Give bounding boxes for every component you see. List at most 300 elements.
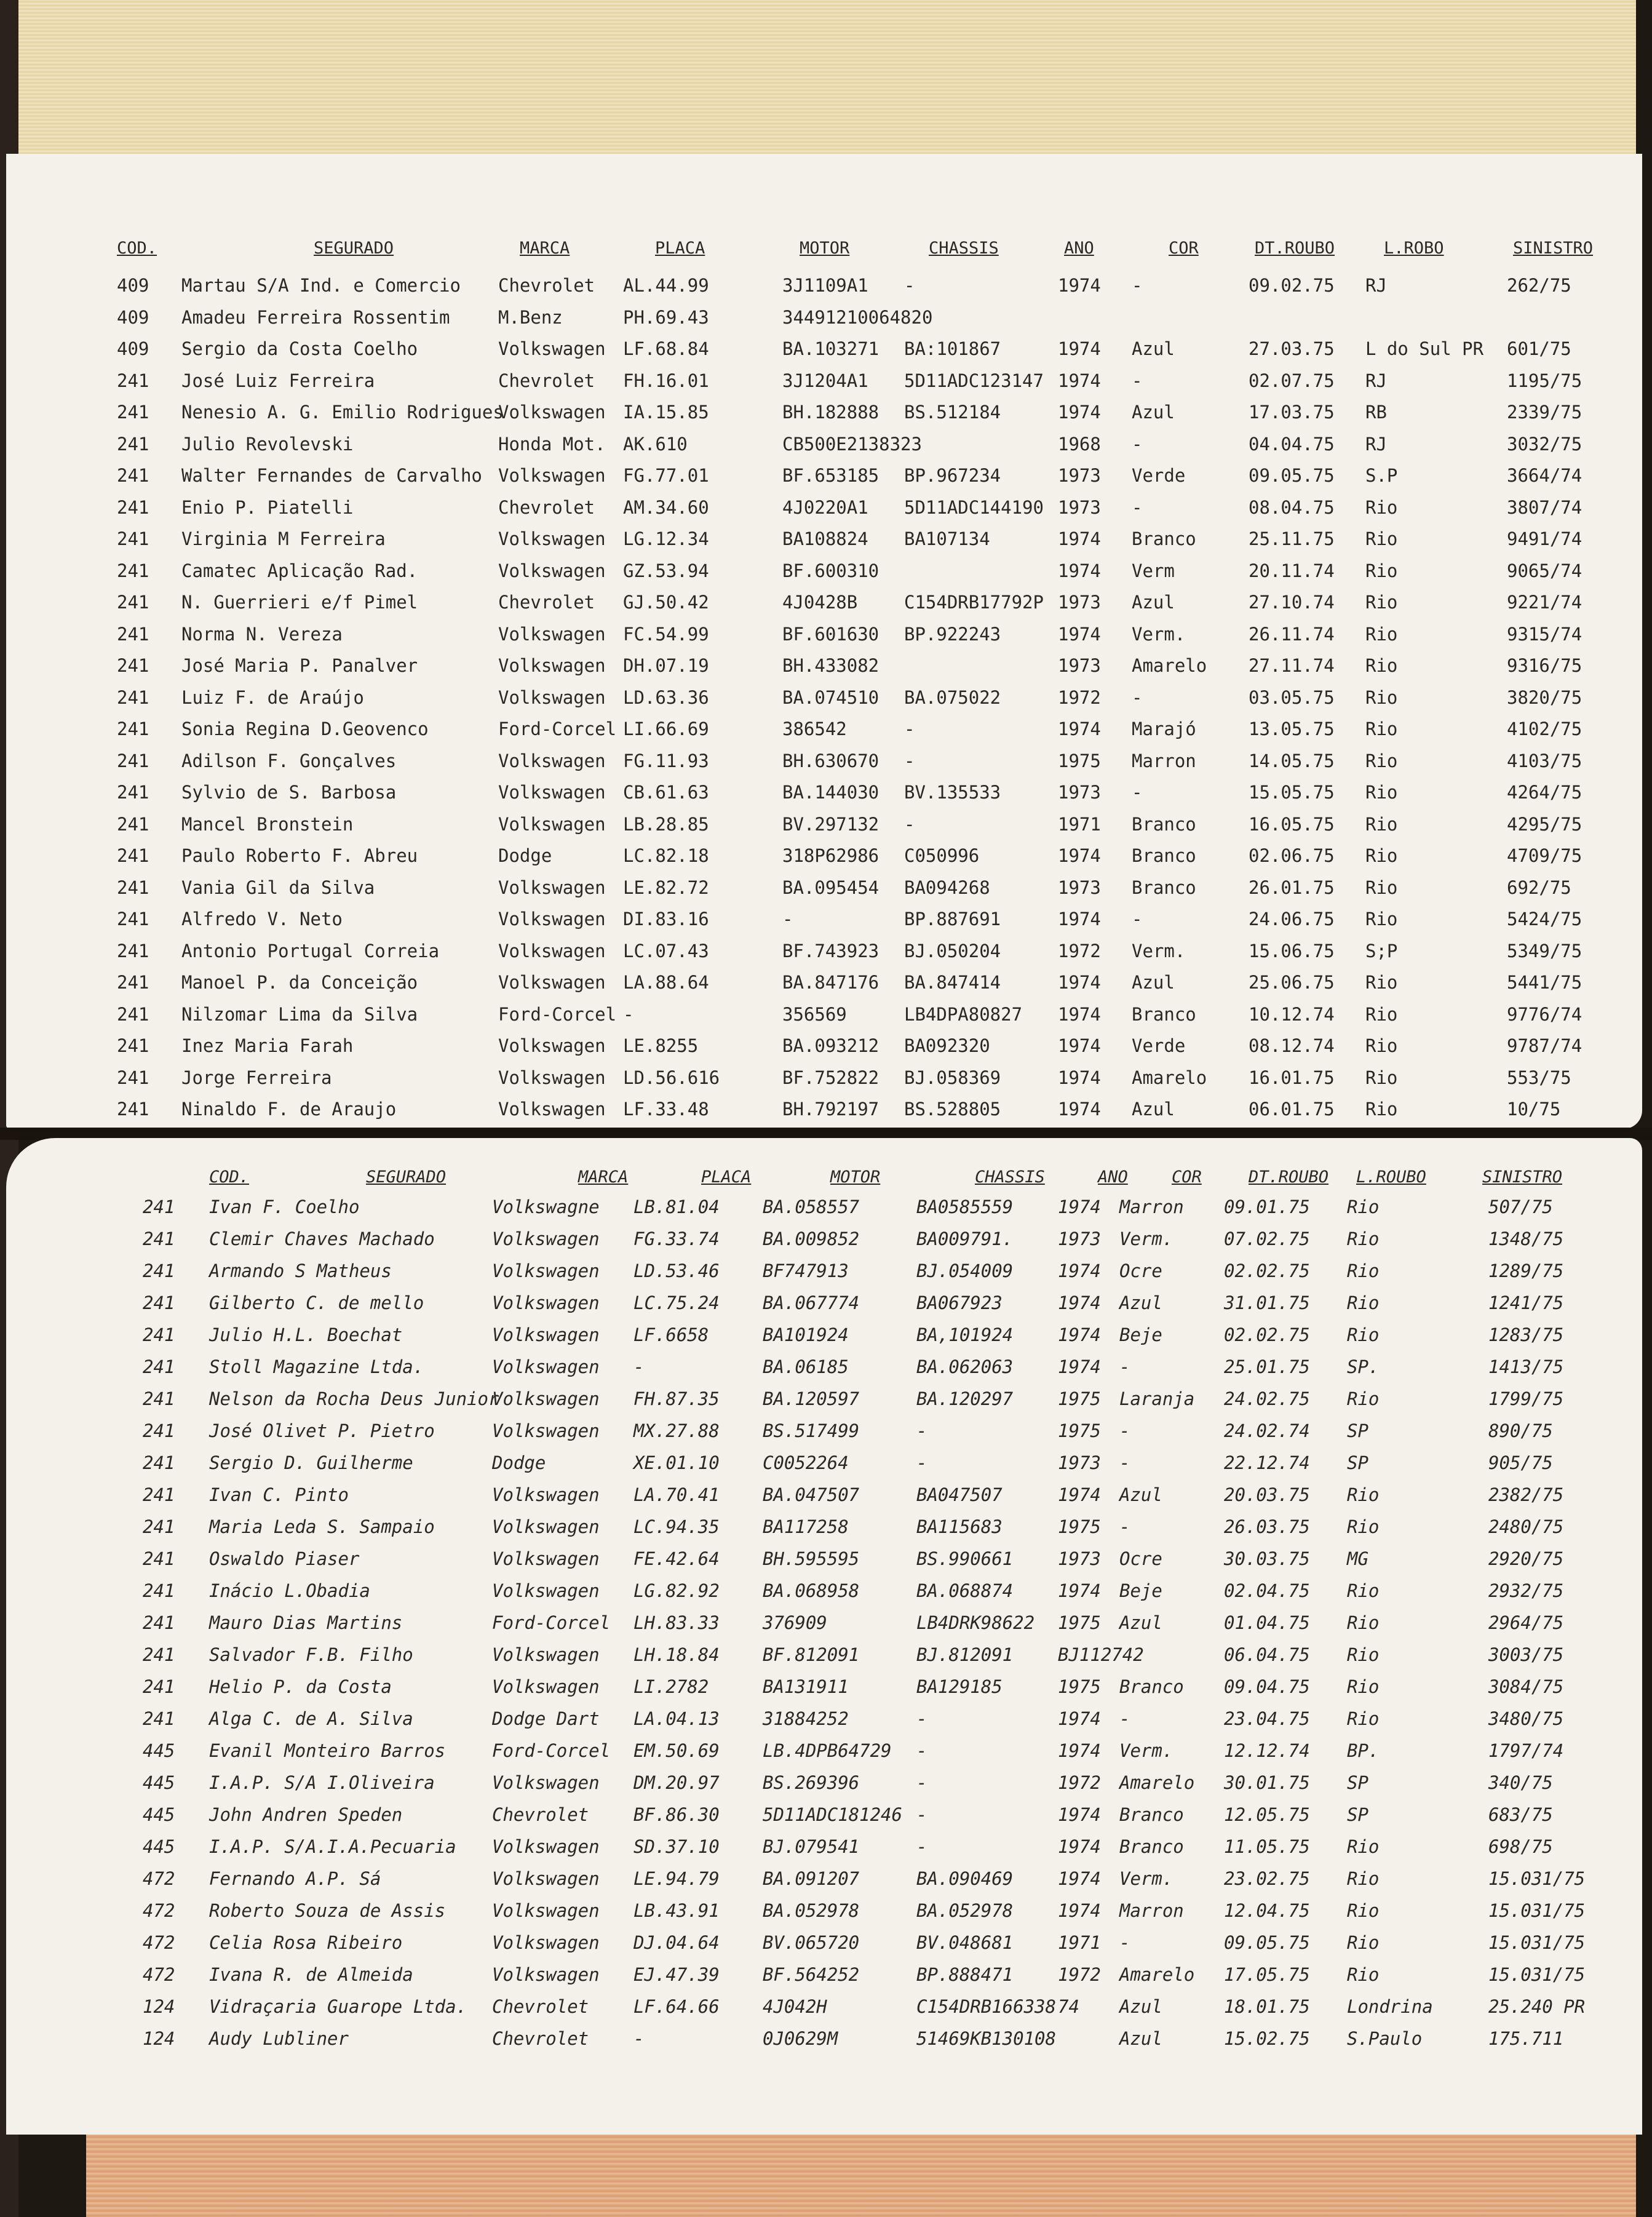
cell-chassis: - [916,1836,927,1857]
cell-motor: 34491210064820 [782,306,933,328]
cell-l-roubo: MG [1347,1548,1368,1569]
cell-motor: 4J0428B [782,592,858,613]
cell-l-roubo: Rio [1365,1067,1398,1088]
cell-dt-roubo: 23.04.75 [1224,1708,1310,1729]
cell-l-roubo: SP [1347,1420,1368,1441]
cell-marca: Volkswagen [498,338,606,359]
cell-cod: 241 [143,1708,175,1729]
cell-chassis: - [916,1804,927,1825]
cell-dt-roubo: 06.01.75 [1249,1099,1335,1120]
cell-cod: 472 [143,1932,175,1953]
cell-chassis: BA.075022 [904,687,1001,708]
cell-marca: Volkswagen [498,623,606,645]
header-placa: PLACA [655,239,705,258]
ledger-page-bottom [6,1138,1642,2135]
cell-motor: BA.091207 [763,1868,860,1889]
cell-ano: 1974 [1058,1580,1101,1601]
cell-dt-roubo: 26.01.75 [1249,877,1335,898]
cell-cod: 241 [143,1292,175,1313]
cell-placa: MX.27.88 [633,1420,720,1441]
cell-cod: 241 [117,909,149,929]
cell-segurado: Oswaldo Piaser [209,1548,360,1569]
cell-ano: 1975 [1058,750,1101,771]
cell-cod: 409 [117,306,149,328]
cell-placa: DI.83.16 [623,909,709,929]
cell-dt-roubo: 08.12.74 [1249,1035,1335,1056]
table-row [6,619,1642,651]
cell-placa: LA.88.64 [623,972,709,993]
cell-segurado: José Luiz Ferreira [181,370,375,391]
cell-segurado: Salvador F.B. Filho [209,1644,413,1665]
cell-ano: 1974 [1058,275,1101,296]
cell-dt-roubo: 20.11.74 [1249,560,1335,581]
cell-ano: 1974 [1058,402,1101,423]
cell-motor: BS.269396 [763,1772,860,1793]
cell-cod: 241 [143,1196,175,1217]
table-row [6,1256,1642,1288]
table-row [6,2024,1642,2056]
cell-ano: 1974 [1058,1099,1101,1120]
cell-ano: 1973 [1058,1228,1101,1249]
cell-chassis: 51469KB130108 [916,2028,1056,2049]
cell-dt-roubo: 02.02.75 [1224,1324,1310,1345]
cell-chassis: - [904,813,915,835]
cell-cod: 241 [117,465,149,486]
cell-motor: BF747913 [763,1260,849,1281]
cell-marca: Ford-Corcel [498,718,617,739]
cell-dt-roubo: 17.05.75 [1224,1964,1310,1985]
header-segurado: SEGURADO [366,1168,447,1187]
cell-cor: - [1132,909,1143,929]
cell-segurado: Audy Lubliner [209,2028,349,2049]
cell-motor: 3J1109A1 [782,275,868,296]
cell-placa: LE.94.79 [633,1868,720,1889]
cell-motor: 3J1204A1 [782,370,868,391]
cell-motor: LB.4DPB64729 [763,1740,892,1761]
cell-cor: Azul [1132,592,1175,613]
cell-marca: Volkswagen [492,1260,600,1281]
cell-ano: 1973 [1058,465,1101,486]
header-cod: COD. [117,239,157,258]
cell-cor: - [1132,687,1143,708]
cell-sinistro: 3664/74 [1507,465,1583,486]
cell-marca: Volkswagen [492,1292,600,1313]
cell-sinistro: 3032/75 [1507,433,1583,455]
cell-cod: 241 [117,433,149,455]
table-row [6,1094,1642,1126]
cell-dt-roubo: 03.05.75 [1249,687,1335,708]
cell-l-roubo: Rio [1347,1676,1380,1697]
cell-placa: LH.83.33 [633,1612,720,1633]
cell-chassis: - [916,1772,927,1793]
cell-ano: 1974 [1058,845,1101,866]
table-row [6,1224,1642,1256]
cell-ano: 1974 [1058,909,1101,929]
cell-segurado: Ivan F. Coelho [209,1196,360,1217]
table-row [6,303,1642,335]
cell-l-roubo: RJ [1365,433,1387,455]
cell-dt-roubo: 25.01.75 [1224,1356,1310,1377]
cell-placa: LB.43.91 [633,1900,720,1921]
table-row [6,1672,1642,1704]
cell-sinistro: 9787/74 [1507,1035,1583,1056]
cell-segurado: Julio H.L. Boechat [209,1324,403,1345]
cell-cor: Verm. [1119,1868,1173,1889]
cell-sinistro: 10/75 [1507,1099,1561,1120]
table-row [6,714,1642,746]
cell-dt-roubo: 07.02.75 [1224,1228,1310,1249]
cell-sinistro: 9221/74 [1507,592,1583,613]
cell-ano: 1974 [1058,528,1101,549]
cell-cor: Marron [1119,1900,1184,1921]
table-row [6,429,1642,461]
cell-cod: 241 [117,1003,149,1025]
cell-cor: Azul [1119,1292,1162,1313]
cell-sinistro: 2480/75 [1488,1516,1564,1537]
cell-segurado: Ninaldo F. de Araujo [181,1099,397,1120]
cell-placa: - [623,1003,634,1025]
header-chassis: CHASSIS [975,1168,1045,1187]
cell-cor: Azul [1119,1484,1162,1505]
cell-motor: BF.564252 [763,1964,860,1985]
cell-cod: 241 [117,972,149,993]
cell-placa: - [633,1356,645,1377]
cell-placa: - [633,2028,645,2049]
cell-marca: Volkswagen [498,782,606,803]
cell-motor: BS.517499 [763,1420,860,1441]
cell-cod: 241 [143,1452,175,1473]
cell-ano: 1971 [1058,813,1101,835]
cell-segurado: Sonia Regina D.Geovenco [181,718,429,739]
cell-motor: BF.743923 [782,940,880,961]
cell-cor: Azul [1119,1612,1162,1633]
cell-cor: Branco [1132,845,1196,866]
cell-cor: Branco [1119,1836,1184,1857]
cell-chassis: C154DRB17792P [904,592,1044,613]
header-ano: ANO [1064,239,1094,258]
cell-cod: 241 [143,1644,175,1665]
cell-l-roubo: SP [1347,1804,1368,1825]
cell-ano: 1975 [1058,1612,1101,1633]
cell-placa: LB.28.85 [623,813,709,835]
cell-l-roubo: SP [1347,1772,1368,1793]
cell-cod: 241 [117,845,149,866]
cell-chassis: BJ.050204 [904,940,1001,961]
cell-motor: - [782,909,793,929]
cell-segurado: Adilson F. Gonçalves [181,750,397,771]
cell-cor: Azul [1132,972,1175,993]
cell-placa: AM.34.60 [623,496,709,518]
ledger-page-top [6,154,1642,1129]
cell-cor: Verde [1132,1035,1186,1056]
cell-chassis: BA.068874 [916,1580,1014,1601]
cell-dt-roubo: 15.06.75 [1249,940,1335,961]
cell-marca: Volkswagen [498,1099,606,1120]
cell-dt-roubo: 09.02.75 [1249,275,1335,296]
cell-cor: Amarelo [1119,1964,1195,1985]
cell-segurado: Camatec Aplicação Rad. [181,560,418,581]
cell-ano: 1974 [1058,370,1101,391]
cell-placa: FE.42.64 [633,1548,720,1569]
cell-l-roubo: Rio [1347,1484,1380,1505]
cell-chassis: BA,101924 [916,1324,1014,1345]
cell-l-roubo: Rio [1347,1260,1380,1281]
cell-ano: 1974 [1058,623,1101,645]
cell-l-roubo: Rio [1365,718,1398,739]
cell-cod: 445 [143,1740,175,1761]
cell-placa: LE.8255 [623,1035,699,1056]
cell-l-roubo: S.Paulo [1347,2028,1423,2049]
cell-ano: 1974 [1058,1196,1101,1217]
header-row [6,1163,1642,1193]
cell-cor: - [1132,496,1143,518]
cell-chassis: BS.990661 [916,1548,1014,1569]
cell-cor: - [1119,1708,1130,1729]
header-l-roubo: L.ROBO [1384,239,1444,258]
table-row [6,936,1642,968]
table-row [6,1960,1642,1992]
cell-marca: Volkswagen [492,1932,600,1953]
cell-placa: LF.6658 [633,1324,709,1345]
cell-cod: 241 [143,1260,175,1281]
cell-cod: 472 [143,1900,175,1921]
cell-cod: 241 [117,687,149,708]
cell-segurado: John Andren Speden [209,1804,403,1825]
cell-motor: BA.074510 [782,687,880,708]
cell-marca: Volkswagen [498,655,606,676]
cell-chassis: LB4DPA80827 [904,1003,1023,1025]
table-row [6,1992,1642,2024]
cell-dt-roubo: 02.07.75 [1249,370,1335,391]
cell-cod: 241 [143,1420,175,1441]
cell-sinistro: 9065/74 [1507,560,1583,581]
cell-l-roubo: Rio [1365,528,1398,549]
cell-l-roubo: Rio [1347,1388,1380,1409]
cell-placa: LG.12.34 [623,528,709,549]
cell-motor: CB500E2138323 [782,433,922,455]
cell-motor: BA131911 [763,1676,849,1697]
cell-ano: 1972 [1058,1964,1101,1985]
cell-chassis: BV.048681 [916,1932,1014,1953]
cell-segurado: Vidraçaria Guarope Ltda. [209,1996,467,2017]
cell-sinistro: 1195/75 [1507,370,1583,391]
cell-placa: AK.610 [623,433,688,455]
table-row [6,1031,1642,1063]
cell-cod: 445 [143,1836,175,1857]
cell-motor: BJ.079541 [763,1836,860,1857]
cell-cod: 241 [117,718,149,739]
table-row [6,366,1642,398]
cell-segurado: Enio P. Piatelli [181,496,354,518]
cell-l-roubo: Rio [1347,1196,1380,1217]
cell-motor: BF.600310 [782,560,880,581]
table-row [6,873,1642,905]
header-cod: COD. [209,1168,250,1187]
cell-marca: Volkswagen [498,465,606,486]
cell-marca: Volkswagen [492,1900,600,1921]
cell-chassis: BP.888471 [916,1964,1014,1985]
cell-l-roubo: RJ [1365,275,1387,296]
cell-cod: 241 [143,1580,175,1601]
cell-dt-roubo: 30.01.75 [1224,1772,1310,1793]
cell-motor: BA.093212 [782,1035,880,1056]
table-row [6,1576,1642,1608]
cell-segurado: José Maria P. Panalver [181,655,418,676]
cell-chassis: BA.052978 [916,1900,1014,1921]
cell-sinistro: 3807/74 [1507,496,1583,518]
cell-marca: Volkswagen [498,1067,606,1088]
cell-sinistro: 2932/75 [1488,1580,1564,1601]
cell-ano: 1973 [1058,1452,1101,1473]
cell-chassis: 5D11ADC123147 [904,370,1044,391]
table-row [6,1864,1642,1896]
cell-ano: 1974 [1058,1836,1101,1857]
cell-placa: LA.70.41 [633,1484,720,1505]
cell-sinistro: 1413/75 [1488,1356,1564,1377]
cell-placa: LF.68.84 [623,338,709,359]
cell-l-roubo: Rio [1347,1292,1380,1313]
table-row [6,1448,1642,1480]
cell-placa: FH.87.35 [633,1388,720,1409]
cell-marca: Ford-Corcel [492,1740,611,1761]
cell-ano: 1974 [1058,1003,1101,1025]
cell-segurado: Armando S Matheus [209,1260,392,1281]
cell-motor: 376909 [763,1612,827,1633]
cell-placa: DJ.04.64 [633,1932,720,1953]
cell-marca: Volkswagen [492,1356,600,1377]
cell-cod: 241 [117,528,149,549]
cell-l-roubo: Rio [1365,782,1398,803]
cell-ano: 1975 [1058,1676,1101,1697]
cell-sinistro: 9491/74 [1507,528,1583,549]
cell-marca: Chevrolet [492,1996,589,2017]
cell-sinistro: 1799/75 [1488,1388,1564,1409]
cell-cor: Azul [1132,402,1175,423]
header-motor: MOTOR [800,239,850,258]
cell-ano: 1973 [1058,592,1101,613]
cell-ano: 1968 [1058,433,1101,455]
cell-l-roubo: BP. [1347,1740,1380,1761]
cell-ano: 1974 [1058,1804,1101,1825]
cell-cod: 241 [117,940,149,961]
cell-cor: Ocre [1119,1260,1162,1281]
cell-chassis: - [916,1708,927,1729]
cell-cod: 472 [143,1964,175,1985]
cell-placa: FH.16.01 [623,370,709,391]
cell-sinistro: 890/75 [1488,1420,1553,1441]
cell-ano: 1973 [1058,877,1101,898]
cell-dt-roubo: 27.11.74 [1249,655,1335,676]
cell-sinistro: 905/75 [1488,1452,1553,1473]
table-row [6,1832,1642,1864]
cell-placa: AL.44.99 [623,275,709,296]
cell-marca: Volkswagen [498,528,606,549]
cell-marca: Volkswagen [498,877,606,898]
cell-l-roubo: Rio [1347,1868,1380,1889]
cell-segurado: Sergio D. Guilherme [209,1452,413,1473]
cell-cor: Branco [1132,813,1196,835]
cell-cor: Branco [1119,1804,1184,1825]
cell-chassis: BS.528805 [904,1099,1001,1120]
cell-placa: BF.86.30 [633,1804,720,1825]
header-l-roubo: L.ROUBO [1356,1168,1426,1187]
cell-l-roubo: Rio [1347,1900,1380,1921]
cell-sinistro: 5424/75 [1507,909,1583,929]
cell-motor: 4J0220A1 [782,496,868,518]
cell-sinistro: 2964/75 [1488,1612,1564,1633]
cell-marca: Volkswagen [498,687,606,708]
cell-dt-roubo: 02.06.75 [1249,845,1335,866]
cell-cod: 241 [117,370,149,391]
cell-segurado: Nilzomar Lima da Silva [181,1003,418,1025]
cell-cod: 241 [117,623,149,645]
cell-sinistro: 507/75 [1488,1196,1553,1217]
cell-dt-roubo: 27.10.74 [1249,592,1335,613]
cell-dt-roubo: 25.06.75 [1249,972,1335,993]
cell-cod: 241 [117,1099,149,1120]
cell-ano: 1974 [1058,1067,1101,1088]
cell-placa: DH.07.19 [623,655,709,676]
cell-chassis: BS.512184 [904,402,1001,423]
cell-cod: 124 [143,2028,175,2049]
cell-l-roubo: Rio [1365,1099,1398,1120]
cell-motor: BV.297132 [782,813,880,835]
cell-segurado: Maria Leda S. Sampaio [209,1516,435,1537]
cell-chassis: BA047507 [916,1484,1003,1505]
cell-cod: 241 [117,560,149,581]
book-page-edges-top [18,0,1636,154]
cell-l-roubo: Rio [1365,1035,1398,1056]
cell-marca: Dodge [492,1452,546,1473]
cell-placa: FG.77.01 [623,465,709,486]
cell-l-roubo: RJ [1365,370,1387,391]
table-row [6,746,1642,778]
cell-motor: 0J0629M [763,2028,838,2049]
cell-cor: - [1132,275,1143,296]
cell-sinistro: 15.031/75 [1488,1932,1586,1953]
cell-dt-roubo: 30.03.75 [1224,1548,1310,1569]
cell-motor: BA.009852 [763,1228,860,1249]
cell-chassis: BA.062063 [916,1356,1014,1377]
cell-cor: Amarelo [1132,655,1207,676]
cell-motor: BV.065720 [763,1932,860,1953]
cell-sinistro: 4709/75 [1507,845,1583,866]
cell-segurado: Helio P. da Costa [209,1676,392,1697]
cell-segurado: N. Guerrieri e/f Pimel [181,592,418,613]
cell-dt-roubo: 09.05.75 [1249,465,1335,486]
cell-cor: Verm. [1132,623,1186,645]
cell-placa: LI.66.69 [623,718,709,739]
cell-ano: 1974 [1058,560,1101,581]
header-marca: MARCA [578,1168,629,1187]
cell-chassis: LB4DRK98622 [916,1612,1035,1633]
cell-dt-roubo: 12.12.74 [1224,1740,1310,1761]
table-row [6,968,1642,1000]
table-row [6,1480,1642,1512]
cell-l-roubo: Rio [1365,845,1398,866]
cell-marca: Volkswagen [492,1772,600,1793]
cell-cod: 241 [143,1484,175,1505]
cell-sinistro: 9316/75 [1507,655,1583,676]
table-row [6,556,1642,588]
cell-motor: BA.06185 [763,1356,849,1377]
table-row [6,1320,1642,1352]
cell-l-roubo: Rio [1365,813,1398,835]
cell-placa: EM.50.69 [633,1740,720,1761]
cell-motor: BF.812091 [763,1644,860,1665]
cell-cod: 241 [143,1228,175,1249]
header-motor: MOTOR [830,1168,881,1187]
